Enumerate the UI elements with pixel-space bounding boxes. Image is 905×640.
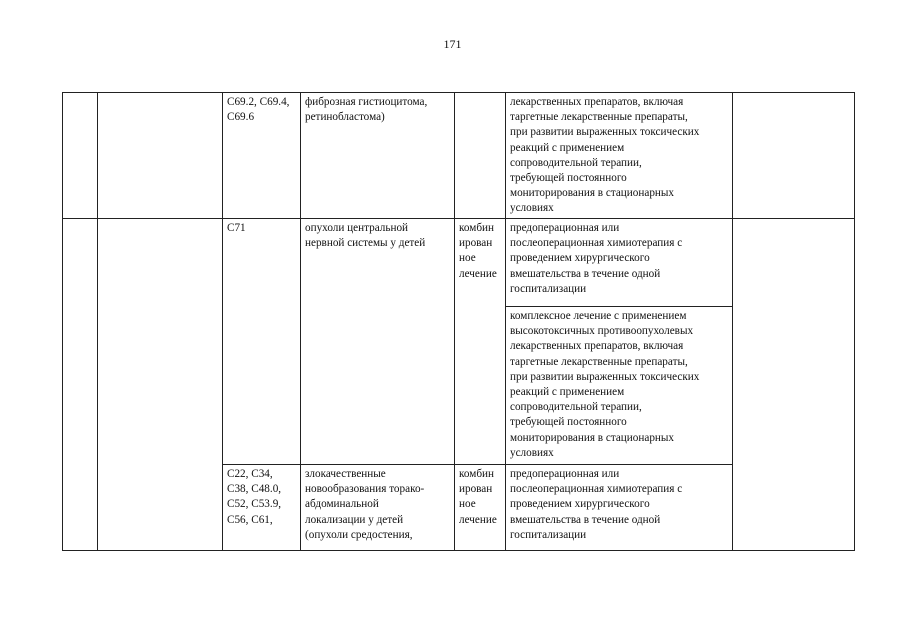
treatment-cell bbox=[506, 93, 733, 219]
treatment-cell bbox=[506, 465, 733, 551]
treatment-line: условиях bbox=[510, 446, 554, 459]
treatment-cell bbox=[506, 307, 733, 465]
treatment-line: лекарственных препаратов, включая bbox=[510, 340, 684, 353]
treatment-line: лекарственных препаратов, включая bbox=[510, 96, 684, 108]
diagnosis-line: нервной системы у детей bbox=[305, 237, 426, 250]
treatment-line: предоперационная или bbox=[510, 468, 620, 480]
treatment-cell bbox=[506, 219, 733, 307]
treatment-line: мониторирования в стационарных bbox=[510, 431, 675, 444]
code-line: C69.2, C69.4, bbox=[227, 96, 290, 108]
diagnosis-line: локализации у детей bbox=[305, 513, 404, 526]
care-type-cell bbox=[98, 93, 223, 219]
diagnosis-cell bbox=[301, 93, 455, 219]
diagnosis-cell bbox=[301, 465, 455, 551]
code-line: C52, C53.9, bbox=[227, 498, 282, 511]
medical-care-table bbox=[62, 92, 855, 551]
diagnosis-line: злокачественные bbox=[305, 468, 386, 480]
treatment-line: реакций с применением bbox=[510, 386, 625, 399]
method-line: комбин bbox=[459, 222, 494, 234]
cost-cell bbox=[733, 93, 855, 219]
treatment-line: сопроводительной терапии, bbox=[510, 401, 642, 414]
treatment-line: высокотоксичных противоопухолевых bbox=[510, 325, 694, 338]
treatment-line: проведением хирургического bbox=[510, 252, 650, 265]
icd-codes-cell bbox=[223, 465, 301, 551]
treatment-line: комплексное лечение с применением bbox=[510, 310, 687, 322]
method-line: ирован bbox=[459, 483, 493, 496]
treatment-line: сопроводительной терапии, bbox=[510, 156, 642, 169]
treatment-line: госпитализации bbox=[510, 282, 587, 295]
table-row bbox=[63, 93, 855, 219]
page-number: 171 bbox=[443, 37, 462, 51]
treatment-line: таргетные лекарственные препараты, bbox=[510, 111, 688, 124]
diagnosis-line: фиброзная гистиоцитома, bbox=[305, 96, 428, 108]
icd-codes-cell bbox=[223, 219, 301, 465]
diagnosis-line: (опухоли средостения, bbox=[305, 528, 413, 541]
row-number-cell bbox=[63, 219, 98, 551]
method-line: ирован bbox=[459, 237, 493, 250]
diagnosis-line: опухоли центральной bbox=[305, 222, 409, 234]
row-number-cell bbox=[63, 93, 98, 219]
treatment-line: вмешательства в течение одной bbox=[510, 513, 661, 526]
icd-codes-cell bbox=[223, 93, 301, 219]
method-line: лечение bbox=[459, 513, 497, 526]
code-line: C22, C34, bbox=[227, 468, 273, 480]
treatment-line: проведением хирургического bbox=[510, 498, 650, 511]
care-type-cell bbox=[98, 219, 223, 551]
treatment-line: требующей постоянного bbox=[510, 172, 627, 185]
treatment-line: послеоперационная химиотерапия с bbox=[510, 483, 683, 496]
diagnosis-line: новообразования торако- bbox=[305, 483, 425, 496]
table-row bbox=[63, 219, 855, 307]
method-line: ное bbox=[459, 252, 476, 265]
cost-cell bbox=[733, 219, 855, 551]
code-line: C56, C61, bbox=[227, 513, 273, 526]
diagnosis-cell bbox=[301, 219, 455, 465]
method-cell bbox=[455, 465, 506, 551]
treatment-line: госпитализации bbox=[510, 528, 587, 541]
treatment-line: послеоперационная химиотерапия с bbox=[510, 237, 683, 250]
treatment-line: при развитии выраженных токсических bbox=[510, 370, 700, 383]
treatment-line: таргетные лекарственные препараты, bbox=[510, 355, 688, 368]
treatment-line: предоперационная или bbox=[510, 222, 620, 234]
method-line: лечение bbox=[459, 267, 497, 280]
diagnosis-line: абдоминальной bbox=[305, 498, 379, 511]
treatment-line: мониторирования в стационарных bbox=[510, 187, 675, 200]
code-line: C71 bbox=[227, 222, 246, 234]
treatment-line: условиях bbox=[510, 202, 554, 215]
treatment-line: при развитии выраженных токсических bbox=[510, 126, 700, 139]
treatment-line: реакций с применением bbox=[510, 141, 625, 154]
treatment-line: вмешательства в течение одной bbox=[510, 267, 661, 280]
method-line: ное bbox=[459, 498, 476, 511]
method-line: комбин bbox=[459, 468, 494, 480]
method-cell bbox=[455, 219, 506, 465]
treatment-line: требующей постоянного bbox=[510, 416, 627, 429]
code-line: C69.6 bbox=[227, 111, 255, 124]
code-line: C38, C48.0, bbox=[227, 483, 282, 496]
diagnosis-line: ретинобластома) bbox=[305, 111, 385, 124]
method-cell bbox=[455, 93, 506, 219]
